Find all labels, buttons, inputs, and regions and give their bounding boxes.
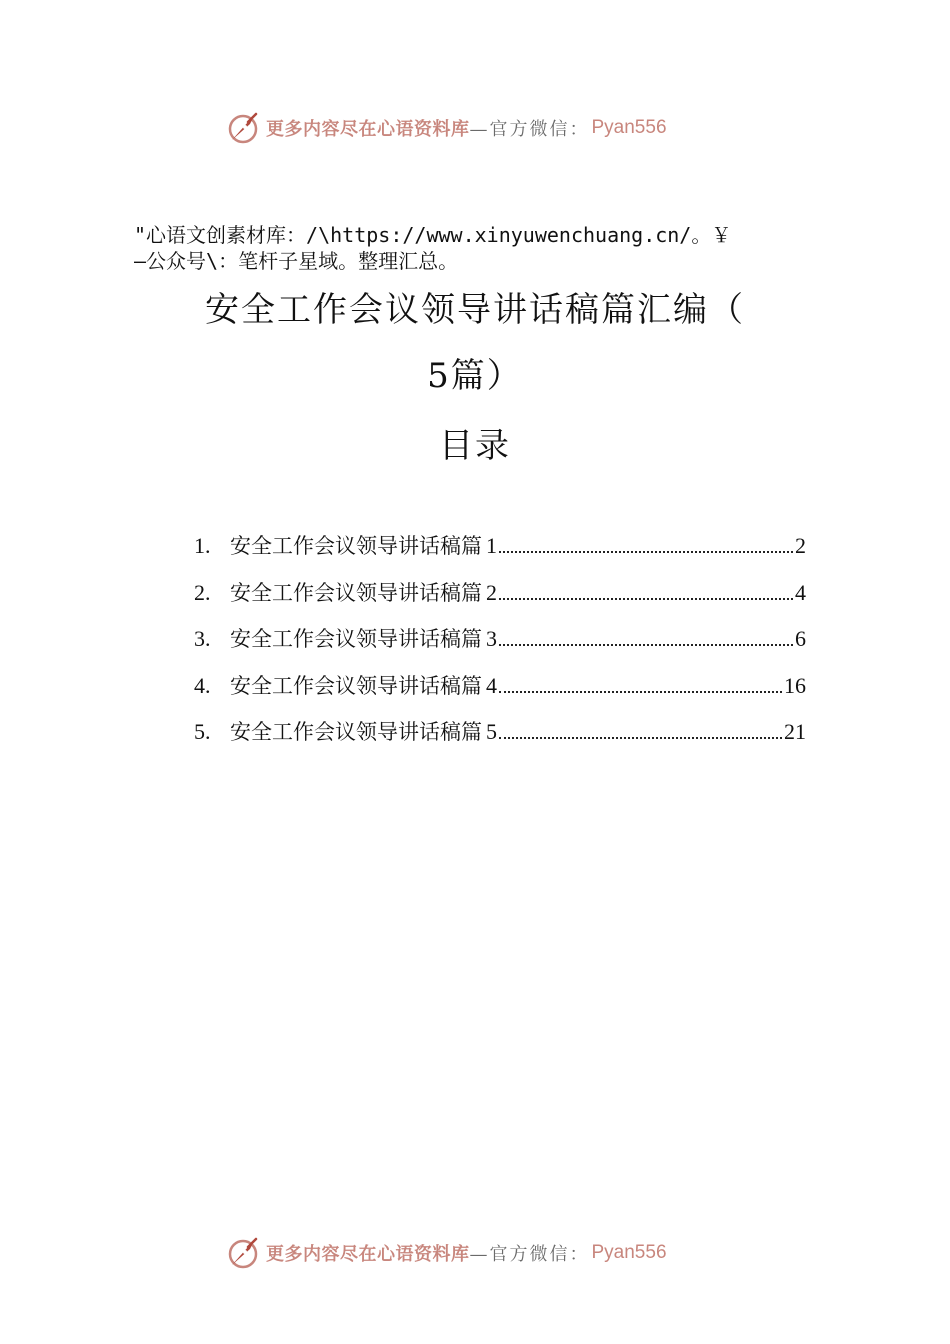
toc-entry[interactable] bbox=[194, 623, 806, 670]
banner-wechat-label: —官方微信： bbox=[469, 119, 590, 140]
banner-wechat-id: Pyan556 bbox=[591, 1242, 667, 1263]
toc-dot-leader bbox=[499, 736, 782, 739]
toc-entry-label: 安全工作会议领导讲话稿篇 bbox=[230, 627, 482, 651]
toc-entry-index: 3 bbox=[486, 626, 497, 651]
toc-entry-label: 安全工作会议领导讲话稿篇 bbox=[230, 580, 482, 605]
toc-entry-index: 4 bbox=[486, 672, 497, 698]
toc-entry-label: 安全工作会议领导讲话稿篇 bbox=[230, 534, 482, 558]
toc-entry-page: 21 bbox=[784, 719, 806, 744]
banner-promo-text: 更多内容尽在心语资料库 bbox=[266, 119, 470, 140]
table-of-contents bbox=[194, 530, 806, 763]
toc-entry-number: 3. bbox=[194, 626, 211, 651]
toc-entry-page: 6 bbox=[795, 626, 806, 651]
toc-dot-leader bbox=[499, 690, 782, 693]
toc-entry[interactable] bbox=[194, 530, 806, 577]
toc-entry-page: 4 bbox=[795, 579, 806, 605]
source-note-line-2: —公众号\：笔杆子星域。整理汇总。 bbox=[134, 249, 459, 273]
toc-entry[interactable] bbox=[194, 716, 806, 763]
banner-promo-text: 更多内容尽在心语资料库 bbox=[266, 1244, 470, 1265]
toc-entry-label: 安全工作会议领导讲话稿篇 bbox=[230, 673, 482, 698]
toc-entry-page: 2 bbox=[795, 533, 806, 558]
pen-nib-logo-icon bbox=[226, 110, 262, 146]
toc-entry-index: 2 bbox=[486, 579, 497, 605]
toc-dot-leader bbox=[499, 597, 793, 600]
toc-entry-page: 16 bbox=[784, 672, 806, 698]
footer-banner bbox=[226, 1235, 667, 1271]
toc-entry-number: 2. bbox=[194, 579, 211, 605]
header-banner bbox=[226, 110, 667, 146]
toc-entry-number: 4. bbox=[194, 672, 211, 698]
toc-dot-leader bbox=[499, 643, 793, 646]
toc-dot-leader bbox=[499, 550, 793, 553]
source-note bbox=[134, 222, 824, 274]
toc-entry[interactable] bbox=[194, 577, 806, 624]
toc-entry[interactable] bbox=[194, 670, 806, 717]
banner-wechat-label: —官方微信： bbox=[469, 1244, 590, 1265]
toc-entry-index: 5 bbox=[486, 719, 497, 744]
document-title-line-1: 安全工作会议领导讲话稿篇汇编（ bbox=[205, 290, 745, 330]
source-note-line-1: "心语文创素材库：/\https://www.xinyuwenchuang.cn/。￥ bbox=[134, 223, 732, 247]
document-title-line-2: 5篇） bbox=[427, 356, 523, 396]
toc-entry-index: 1 bbox=[486, 533, 497, 558]
toc-heading: 目录 bbox=[439, 426, 511, 466]
banner-wechat-id: Pyan556 bbox=[591, 117, 667, 138]
toc-entry-number: 1. bbox=[194, 533, 211, 558]
pen-nib-logo-icon bbox=[226, 1235, 262, 1271]
toc-entry-label: 安全工作会议领导讲话稿篇 bbox=[230, 720, 482, 744]
toc-entry-number: 5. bbox=[194, 719, 211, 744]
